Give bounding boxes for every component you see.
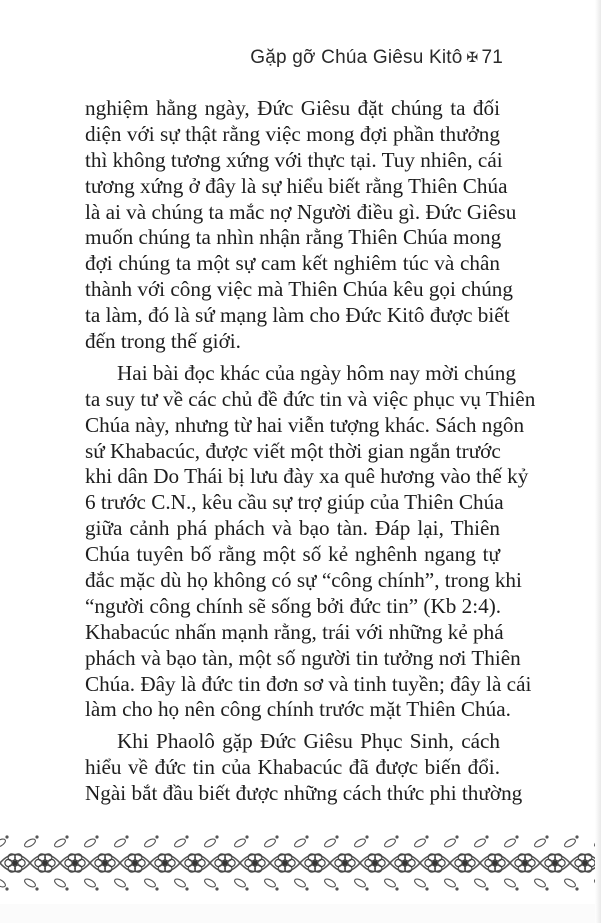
text-line: khi dân Do Thái bị lưu đày xa quê hương vào thế kỷ [85, 464, 529, 489]
page-edge-shadow [595, 0, 601, 923]
text-line: “người công chính sẽ sống bởi đức tin” (Kb 2:4). [85, 593, 502, 618]
running-header [250, 47, 503, 69]
text-line: Ngài bắt đầu biết được những cách thức phi thường [85, 781, 523, 806]
floral-pattern [0, 835, 601, 890]
body-text [85, 96, 536, 813]
text-line: Hai bài đọc khác của ngày hôm nay mời chúng [117, 360, 516, 385]
text-line: đắc mặc dù họ không có sự “công chính”, trong khi [85, 568, 522, 593]
text-line: sứ Khabacúc, được viết một thời gian ngắn trước [85, 438, 501, 463]
text-line: Khi Phaolô gặp Đức Giêsu Phục Sinh, cách [117, 729, 500, 754]
text-line: 6 trước C.N., kêu cầu sự trợ giúp của Thiên Chúa [85, 490, 504, 515]
text-line: Chúa này, nhưng từ hai viễn tượng khác. Sách ngôn [85, 412, 525, 437]
text-line: là ai và chúng ta mắc nợ Người điều gì. Đức Giêsu [85, 199, 517, 224]
cross-ornament-icon: ✠ [466, 49, 479, 65]
text-line: Chúa. Đây là đức tin đơn sơ và tinh tuyền; đây là cái [85, 671, 532, 696]
text-line: tương xứng ở đây là sự hiểu biết rằng Thiên Chúa [85, 173, 508, 198]
text-line: Chúa tuyên bố rằng một số kẻ nghênh ngang tự [85, 542, 500, 567]
page-number: 71 [481, 47, 503, 68]
paragraph [85, 96, 517, 355]
text-line: diện với sự thật rằng việc mong đợi phần thưởng [85, 121, 500, 146]
text-line: nghiệm hằng ngày, Đức Giêsu đặt chúng ta đối [85, 96, 500, 120]
text-line: muốn chúng ta nhìn nhận rằng Thiên Chúa mong [85, 225, 502, 250]
text-line: phách và bạo tàn, một số người tin tưởng nơi Thiên [85, 645, 521, 670]
page-bottom-margin [0, 904, 601, 923]
text-line: đợi chúng ta một sự cam kết nghiêm túc và chân [85, 251, 500, 276]
paragraph [85, 729, 523, 807]
paragraph [85, 360, 536, 723]
text-line: đến trong thế giới. [85, 329, 241, 354]
floral-border-ornament [0, 832, 601, 894]
text-line: thành với công việc mà Thiên Chúa kêu gọi chúng [85, 277, 513, 302]
text-line: ta làm, đó là sứ mạng làm cho Đức Kitô được biết [85, 303, 510, 328]
text-line: ta suy tư về các chủ đề đức tin và việc phục vụ Thiên [85, 386, 536, 411]
running-title: Gặp gỡ Chúa Giêsu Kitô [250, 47, 463, 68]
text-line: thì không tương xứng với thực tại. Tuy nhiên, cái [85, 147, 503, 172]
text-line: giữa cảnh phá phách và bạo tàn. Đáp lại, Thiên [85, 516, 500, 541]
text-line: làm cho họ nên công chính trước mặt Thiên Chúa. [85, 697, 511, 722]
text-line: hiểu về đức tin của Khabacúc đã được biến đổi. [85, 755, 500, 780]
text-line: Khabacúc nhấn mạnh rằng, trái với những kẻ phá [85, 619, 504, 644]
